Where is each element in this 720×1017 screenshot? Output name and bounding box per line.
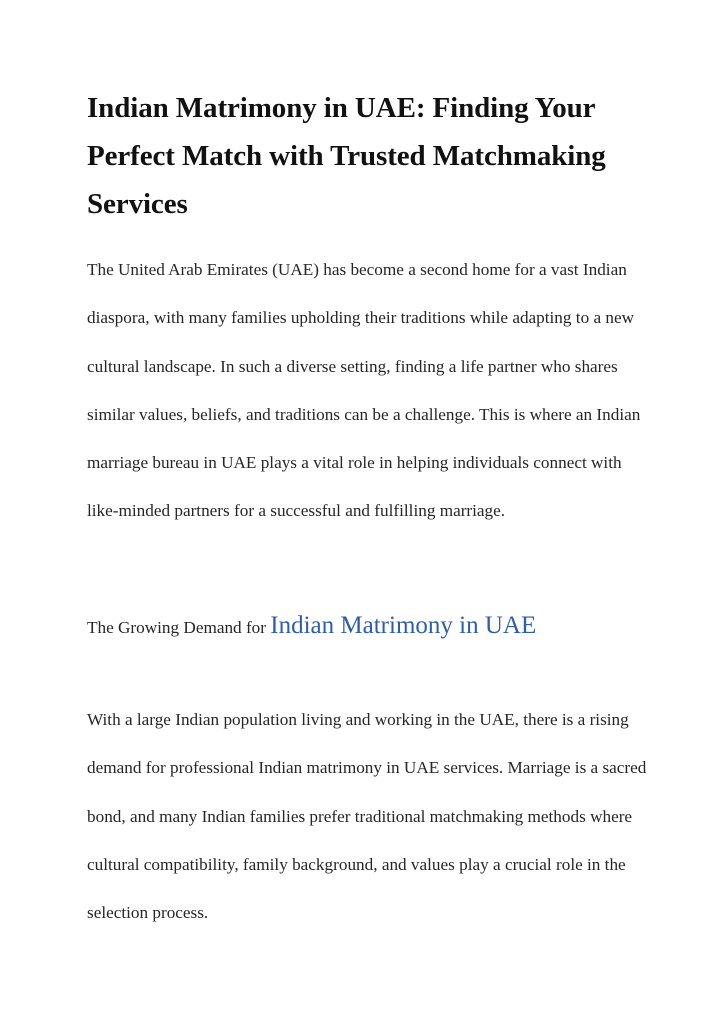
indian-matrimony-uae-link[interactable]: Indian Matrimony in UAE [270, 612, 537, 639]
intro-paragraph: The United Arab Emirates (UAE) has become a second home for a vast Indian diaspora, with many families upholding their traditions while adapting to a new cultural landscape. In such a diverse setting, finding a life partner who shares similar values, beliefs, and traditions can be a challenge. This is where an Indian marriage bureau in UAE plays a vital role in helping individuals connect with like-minded partners for a successful and fulfilling marriage. [87, 260, 641, 521]
section-paragraph: With a large Indian population living and working in the UAE, there is a rising demand for professional Indian matrimony in UAE services. Marriage is a sacred bond, and many Indian families prefer traditional matchmaking methods where cultural compatibility, family background, and values play a crucial role in the selection process. [87, 710, 647, 923]
page-title: Indian Matrimony in UAE: Finding Your Perfect Match with Trusted Matchmaking Services [87, 92, 606, 220]
section-heading-prefix: The Growing Demand for [87, 618, 266, 637]
section-heading [87, 612, 647, 640]
